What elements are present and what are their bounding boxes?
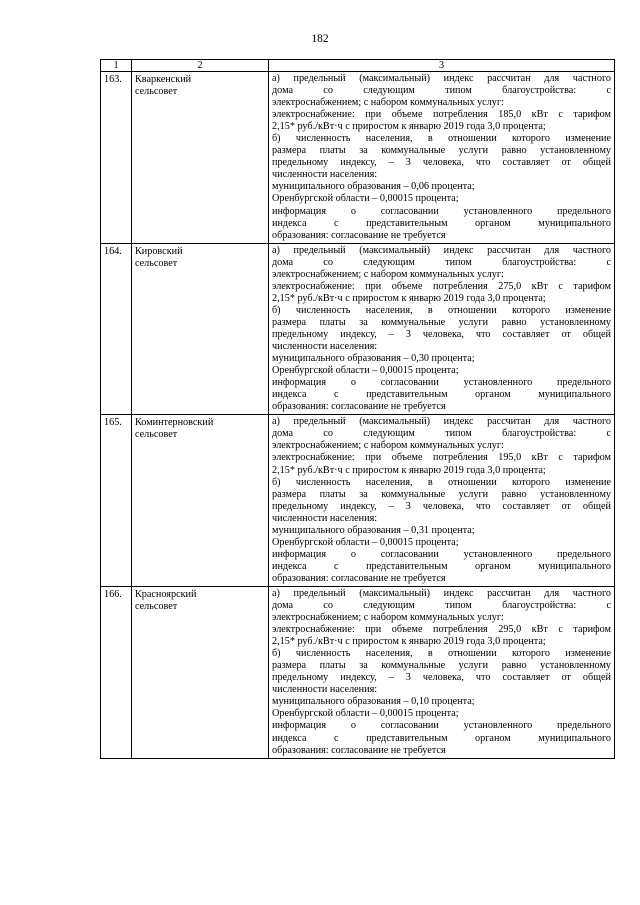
description-line: 2,15* руб./кВт·ч с приростом к январю 2019 года 3,0 процента;	[272, 464, 546, 476]
description-line: дома со следующим типом благоустройства: с	[272, 600, 611, 612]
description-line: предельному индексу, – 3 человека, что составляет от общей	[272, 328, 611, 340]
description-line: а) предельный (максимальный) индекс рассчитан для частного	[272, 416, 611, 428]
description-line: индекса с представительным органом муниципального	[272, 389, 611, 401]
index-description	[269, 72, 615, 244]
table-row	[101, 586, 615, 758]
municipality-name-line: Красноярский	[135, 588, 197, 600]
description-line: электроснабжение: при объеме потребления 195,0 кВт с тарифом	[272, 452, 611, 464]
description-line: индекса с представительным органом муниципального	[272, 732, 611, 744]
municipality-name-line: сельсовет	[135, 86, 178, 98]
municipality-name-line: сельсовет	[135, 257, 178, 269]
description-line: предельному индексу, – 3 человека, что составляет от общей	[272, 157, 611, 169]
description-line: б) численность населения, в отношении которого изменение	[272, 304, 611, 316]
description-line: дома со следующим типом благоустройства: с	[272, 428, 611, 440]
row-number: 165.	[101, 415, 132, 587]
description-line: размера платы за коммунальные услуги равно установленному	[272, 660, 611, 672]
description-line: электроснабжением; с набором коммунальных услуг:	[272, 612, 504, 624]
description-line: информация о согласовании установленного предельного	[272, 720, 611, 732]
description-line: предельному индексу, – 3 человека, что составляет от общей	[272, 500, 611, 512]
description-line: 2,15* руб./кВт·ч с приростом к январю 2019 года 3,0 процента;	[272, 636, 546, 648]
index-description	[269, 586, 615, 758]
description-line: информация о согласовании установленного предельного	[272, 548, 611, 560]
description-line: образования: согласование не требуется	[272, 572, 446, 584]
page-number: 182	[311, 33, 329, 45]
tariff-table	[100, 59, 615, 759]
description-line: электроснабжение: при объеме потребления 275,0 кВт с тарифом	[272, 280, 611, 292]
description-line: размера платы за коммунальные услуги равно установленному	[272, 488, 611, 500]
description-line: Оренбургской области – 0,00015 процента;	[272, 365, 459, 377]
municipality-name-line: сельсовет	[135, 429, 178, 441]
description-line: 2,15* руб./кВт·ч с приростом к январю 2019 года 3,0 процента;	[272, 121, 546, 133]
municipality-name	[132, 243, 269, 415]
municipality-name-line: сельсовет	[135, 601, 178, 613]
description-line: электроснабжение: при объеме потребления 295,0 кВт с тарифом	[272, 624, 611, 636]
municipality-name	[132, 586, 269, 758]
description-line: муниципального образования – 0,30 процента;	[272, 353, 475, 365]
description-line: дома со следующим типом благоустройства: с	[272, 256, 611, 268]
municipality-name-line: Кваркенский	[135, 74, 192, 85]
description-line: информация о согласовании установленного предельного	[272, 377, 611, 389]
row-number: 166.	[101, 586, 132, 758]
table-row	[101, 72, 615, 244]
table-header-row	[101, 60, 615, 72]
description-line: численности населения:	[272, 684, 378, 696]
description-line: индекса с представительным органом муниципального	[272, 560, 611, 572]
description-line: муниципального образования – 0,10 процента;	[272, 696, 475, 708]
description-line: численности населения:	[272, 169, 378, 181]
description-line: муниципального образования – 0,06 процента;	[272, 181, 475, 193]
description-line: электроснабжением; с набором коммунальных услуг:	[272, 97, 504, 109]
description-line: электроснабжением; с набором коммунальных услуг:	[272, 440, 504, 452]
description-line: б) численность населения, в отношении которого изменение	[272, 133, 611, 145]
description-line: б) численность населения, в отношении которого изменение	[272, 476, 611, 488]
description-line: электроснабжением; с набором коммунальных услуг:	[272, 268, 504, 280]
header-col-2: 2	[132, 60, 269, 72]
row-number: 163.	[101, 72, 132, 244]
municipality-name	[132, 415, 269, 587]
description-line: дома со следующим типом благоустройства: с	[272, 85, 611, 97]
description-line: численности населения:	[272, 341, 378, 353]
description-line: индекса с представительным органом муниципального	[272, 217, 611, 229]
description-line: муниципального образования – 0,31 процента;	[272, 524, 475, 536]
description-line: образования: согласование не требуется	[272, 229, 446, 241]
description-line: а) предельный (максимальный) индекс рассчитан для частного	[272, 587, 611, 599]
description-line: информация о согласовании установленного предельного	[272, 205, 611, 217]
municipality-name-line: Коминтерновский	[135, 417, 214, 429]
index-description	[269, 415, 615, 587]
description-line: б) численность населения, в отношении которого изменение	[272, 648, 611, 660]
index-description	[269, 243, 615, 415]
municipality-name-line: Кировский	[135, 245, 183, 257]
description-line: размера платы за коммунальные услуги равно установленному	[272, 316, 611, 328]
table-row	[101, 415, 615, 587]
municipality-name	[132, 72, 269, 244]
description-line: численности населения:	[272, 512, 378, 524]
description-line: Оренбургской области – 0,00015 процента;	[272, 536, 459, 548]
description-line: образования: согласование не требуется	[272, 401, 446, 413]
table-row	[101, 243, 615, 415]
header-col-1: 1	[101, 60, 132, 72]
header-col-3: 3	[269, 60, 615, 72]
description-line: размера платы за коммунальные услуги равно установленному	[272, 145, 611, 157]
description-line: а) предельный (максимальный) индекс рассчитан для частного	[272, 73, 611, 84]
description-line: предельному индексу, – 3 человека, что составляет от общей	[272, 672, 611, 684]
description-line: образования: согласование не требуется	[272, 744, 446, 756]
row-number: 164.	[101, 243, 132, 415]
description-line: Оренбургской области – 0,00015 процента;	[272, 708, 459, 720]
description-line: 2,15* руб./кВт·ч с приростом к январю 2019 года 3,0 процента;	[272, 292, 546, 304]
description-line: электроснабжение: при объеме потребления 185,0 кВт с тарифом	[272, 109, 611, 121]
description-line: а) предельный (максимальный) индекс рассчитан для частного	[272, 244, 611, 256]
description-line: Оренбургской области – 0,00015 процента;	[272, 193, 459, 205]
